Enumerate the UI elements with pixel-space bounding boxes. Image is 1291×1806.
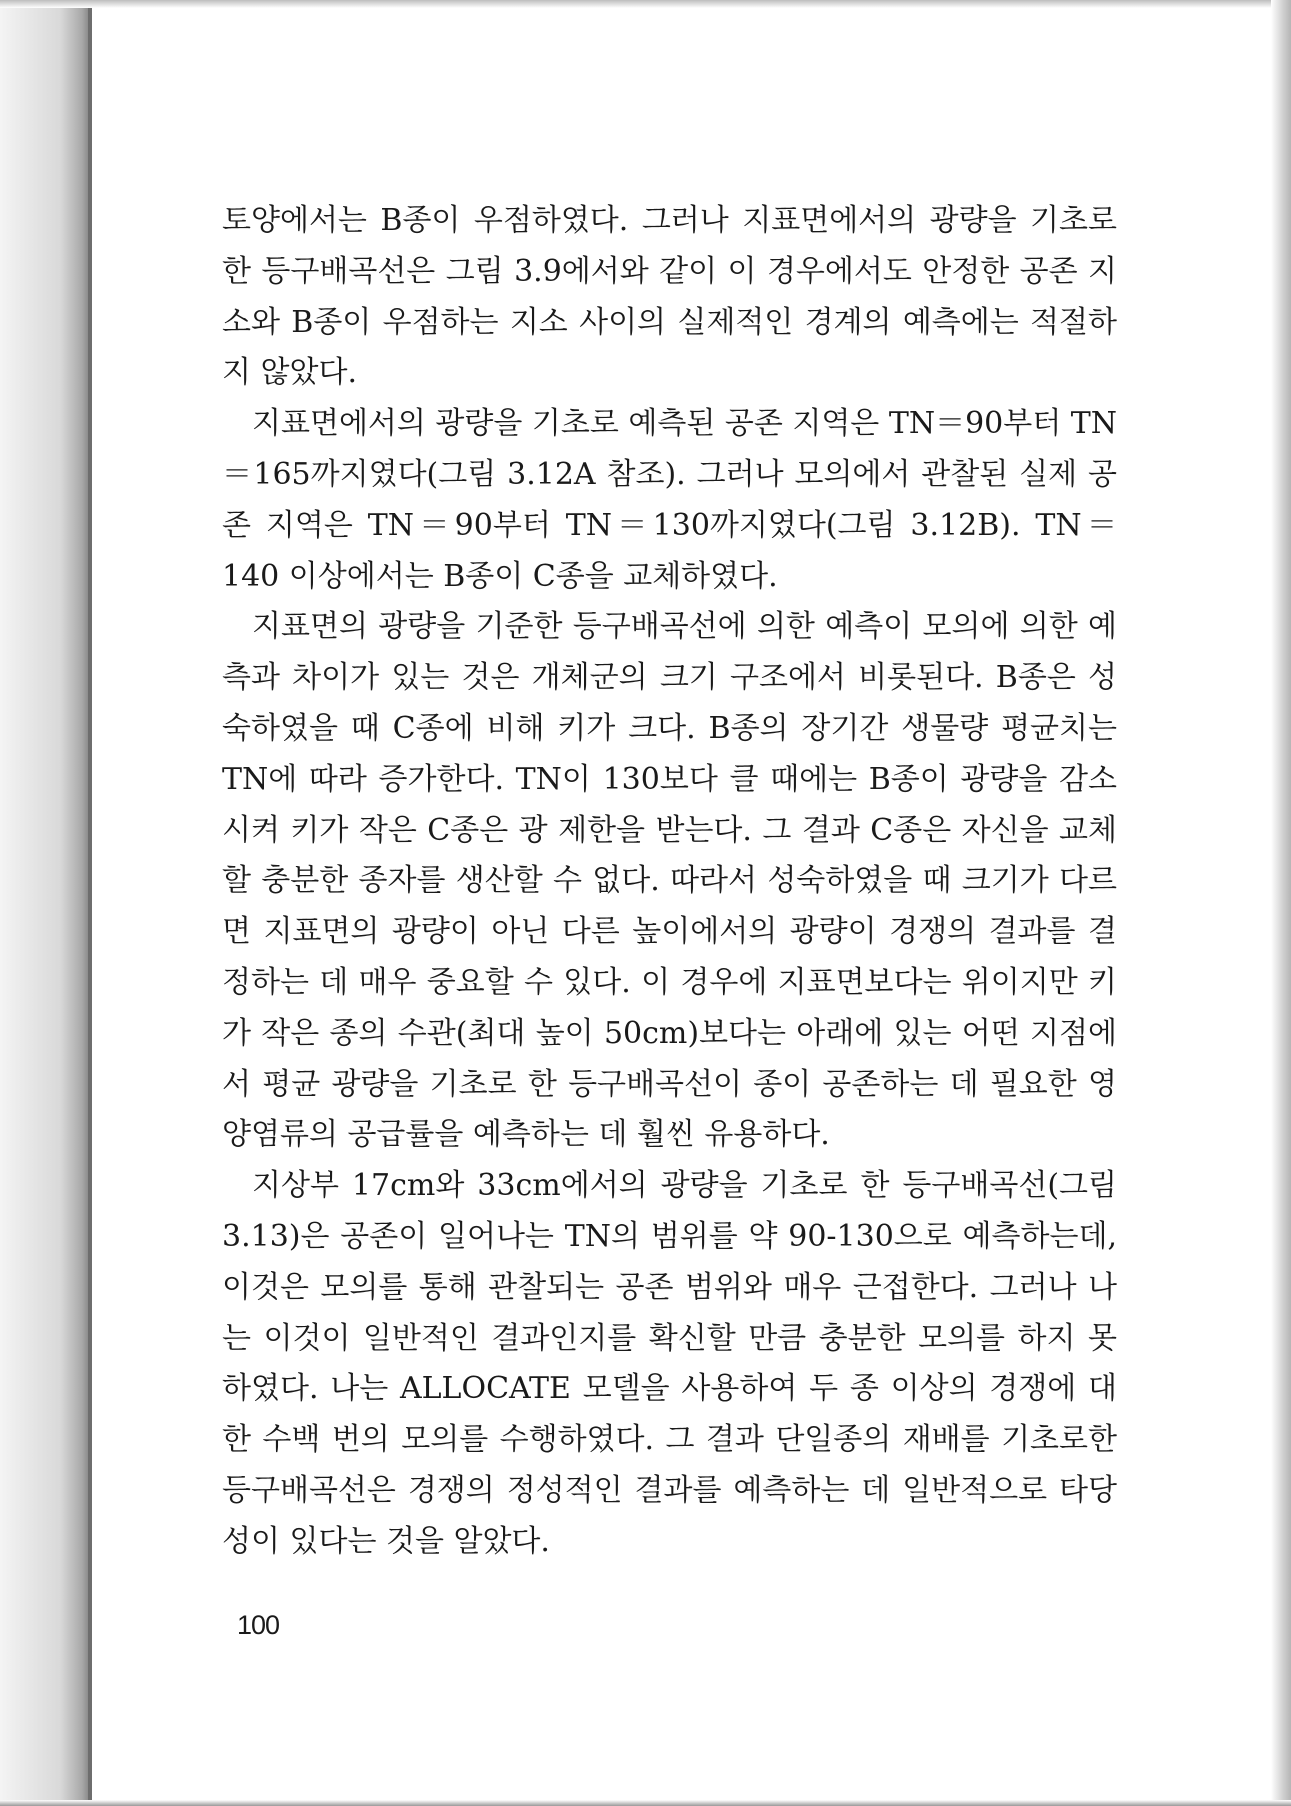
page-number: 100 xyxy=(237,1610,280,1640)
paragraph-1: 토양에서는 B종이 우점하였다. 그러나 지표면에서의 광량을 기초로 한 등구배곡선은 그림 3.9에서와 같이 이 경우에서도 안정한 공존 지소와 B종이 우점하는 지소 사이의 실제적인 경계의 예측에는 적절하지 않았다. xyxy=(222,203,1117,391)
paragraph-4: 지상부 17cm와 33cm에서의 광량을 기초로 한 등구배곡선(그림 3.13)은 공존이 일어나는 TN의 범위를 약 90-130으로 예측하는데, 이것은 모의를 통해 관찰되는 공존 범위와 매우 근접한다. 그러나 나는 이것이 일반적인 결과인지를 확신할 만큼 충분한 모의를 하지 못하였다. 나는 ALLOCATE 모델을 사용하여 두 종 이상의 경쟁에 대한 수백 번의 모의를 수행하였다. 그 결과 단일종의 재배를 기초로한 등구배곡선은 경쟁의 정성적인 결과를 예측하는 데 일반적으로 타당성이 있다는 것을 알았다. xyxy=(222,1168,1117,1559)
page-binding-edge xyxy=(0,0,92,1806)
paragraph-2: 지표면에서의 광량을 기초로 예측된 공존 지역은 TN＝90부터 TN＝165까지였다(그림 3.12A 참조). 그러나 모의에서 관찰된 실제 공존 지역은 TN＝90부터 TN＝130까지였다(그림 3.12B). TN＝140 이상에서는 B종이 C종을 교체하였다. xyxy=(222,406,1118,594)
page-sheet xyxy=(92,8,1271,1800)
page-bottom-edge xyxy=(0,1800,1291,1806)
page-top-edge xyxy=(0,0,1291,8)
page-right-edge xyxy=(1271,0,1291,1806)
body-text xyxy=(222,196,1117,1568)
paragraph-3: 지표면의 광량을 기준한 등구배곡선에 의한 예측이 모의에 의한 예측과 차이가 있는 것은 개체군의 크기 구조에서 비롯된다. B종은 성숙하였을 때 C종에 비해 키가 크다. B종의 장기간 생물량 평균치는 TN에 따라 증가한다. TN이 130보다 클 때에는 B종이 광량을 감소시켜 키가 작은 C종은 광 제한을 받는다. 그 결과 C종은 자신을 교체할 충분한 종자를 생산할 수 없다. 따라서 성숙하였을 때 크기가 다르면 지표면의 광량이 아닌 다른 높이에서의 광량이 경쟁의 결과를 결정하는 데 매우 중요할 수 있다. 이 경우에 지표면보다는 위이지만 키가 작은 종의 수관(최대 높이 50cm)보다는 아래에 있는 어떤 지점에서 평균 광량을 기초로 한 등구배곡선이 종이 공존하는 데 필요한 영양염류의 공급률을 예측하는 데 훨씬 유용하다. xyxy=(222,609,1117,1153)
